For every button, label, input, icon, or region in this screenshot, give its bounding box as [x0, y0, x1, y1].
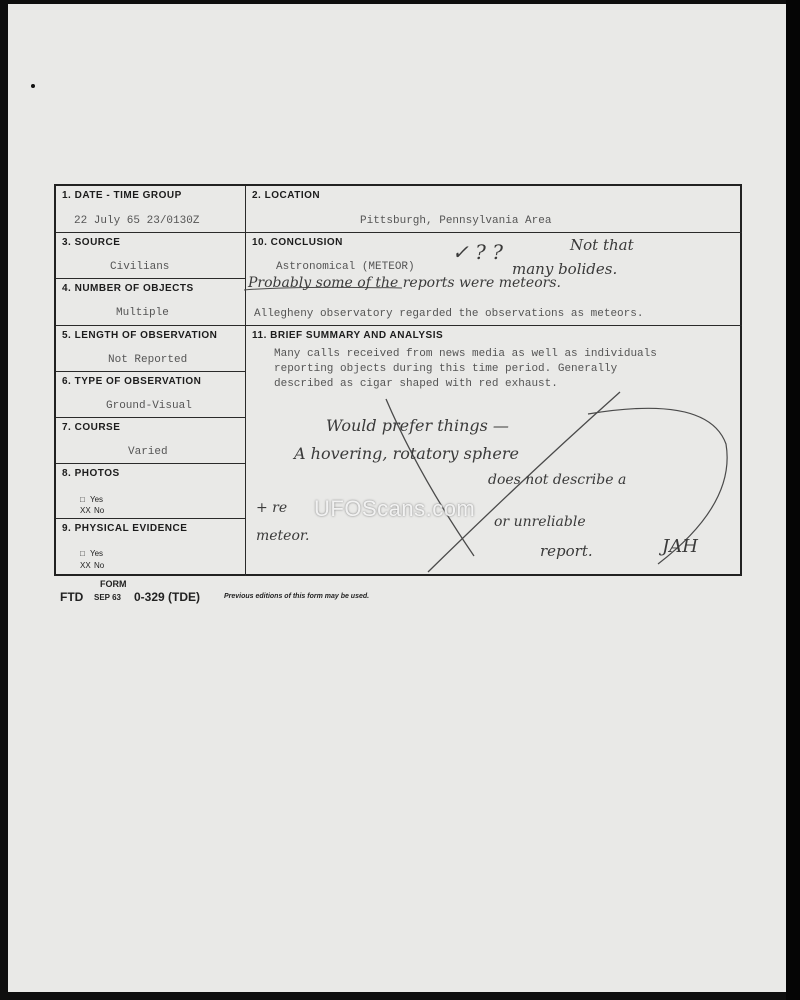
form-ftd: FTD: [60, 590, 84, 604]
location-label: 2. LOCATION: [252, 190, 321, 201]
handwritten-unreliable: or unreliable: [494, 514, 586, 530]
photos-label: 8. PHOTOS: [62, 468, 120, 479]
handwritten-many-bolides: many bolides.: [512, 260, 618, 278]
date-time-group-cell: [56, 186, 246, 233]
watermark: UFOScans.com: [314, 496, 476, 521]
summary-text-line1: Many calls received from news media as well as individuals: [274, 348, 657, 360]
form-label: FORM: [100, 579, 127, 589]
number-of-objects-value: Multiple: [116, 307, 169, 319]
physical-evidence-no-mark: XX: [80, 561, 91, 570]
location-cell: [246, 186, 742, 233]
handwritten-hovering-sphere: A hovering, rotatory sphere: [294, 444, 519, 463]
type-of-observation-cell: [56, 372, 246, 418]
conclusion-label: 10. CONCLUSION: [252, 237, 343, 248]
length-of-observation-cell: [56, 326, 246, 372]
photos-yes-checkbox: □: [80, 495, 85, 504]
form-date-code: SEP 63: [94, 593, 121, 602]
number-of-objects-label: 4. NUMBER OF OBJECTS: [62, 283, 194, 294]
source-label: 3. SOURCE: [62, 237, 121, 248]
handwritten-initials: JAH: [662, 536, 698, 557]
form-editions-note: Previous editions of this form may be used.: [224, 593, 370, 600]
document-page: [8, 4, 786, 992]
type-of-observation-value: Ground-Visual: [106, 400, 192, 412]
scan-edge: [786, 0, 800, 1000]
course-cell: [56, 418, 246, 464]
conclusion-text-line2: Allegheny observatory regarded the observations as meteors.: [254, 308, 644, 320]
summary-text-line3: described as cigar shaped with red exhaust.: [274, 378, 558, 390]
conclusion-text-line1: Astronomical (METEOR): [276, 261, 415, 273]
summary-label: 11. BRIEF SUMMARY AND ANALYSIS: [252, 330, 444, 341]
type-of-observation-label: 6. TYPE OF OBSERVATION: [62, 376, 202, 387]
photos-yes-label: Yes: [90, 495, 104, 504]
photos-no-mark: XX: [80, 506, 91, 515]
source-cell: [56, 233, 246, 279]
date-time-group-value: 22 July 65 23/0130Z: [74, 215, 200, 227]
handwritten-leading: + re: [256, 500, 288, 516]
photos-cell: [56, 464, 246, 519]
location-value: Pittsburgh, Pennsylvania Area: [360, 215, 552, 227]
length-of-observation-value: Not Reported: [108, 354, 188, 366]
handwritten-probably: Probably some of the reports were meteors.: [248, 275, 561, 291]
physical-evidence-label: 9. PHYSICAL EVIDENCE: [62, 523, 188, 534]
handwritten-would-prefer: Would prefer things —: [326, 416, 509, 435]
course-value: Varied: [128, 446, 168, 458]
summary-text-line2: reporting objects during this time period. Generally: [274, 363, 618, 375]
length-of-observation-label: 5. LENGTH OF OBSERVATION: [62, 330, 218, 341]
handwritten-report: report.: [540, 542, 593, 560]
physical-evidence-no-label: No: [94, 561, 105, 570]
handwritten-not-describe: does not describe a: [488, 472, 627, 488]
punch-mark: [31, 84, 35, 88]
handwritten-meteor: meteor.: [256, 528, 310, 544]
handwritten-not-that: Not that: [570, 236, 634, 254]
source-value: Civilians: [110, 261, 170, 273]
physical-evidence-yes-label: Yes: [90, 549, 104, 558]
physical-evidence-yes-checkbox: □: [80, 549, 85, 558]
physical-evidence-cell: [56, 519, 246, 576]
date-time-group-label: 1. DATE - TIME GROUP: [62, 190, 182, 201]
form-number: 0-329 (TDE): [134, 590, 201, 604]
number-of-objects-cell: [56, 279, 246, 326]
photos-no-label: No: [94, 506, 105, 515]
course-label: 7. COURSE: [62, 422, 121, 433]
handwritten-question-marks: ✓ ? ?: [452, 240, 503, 264]
